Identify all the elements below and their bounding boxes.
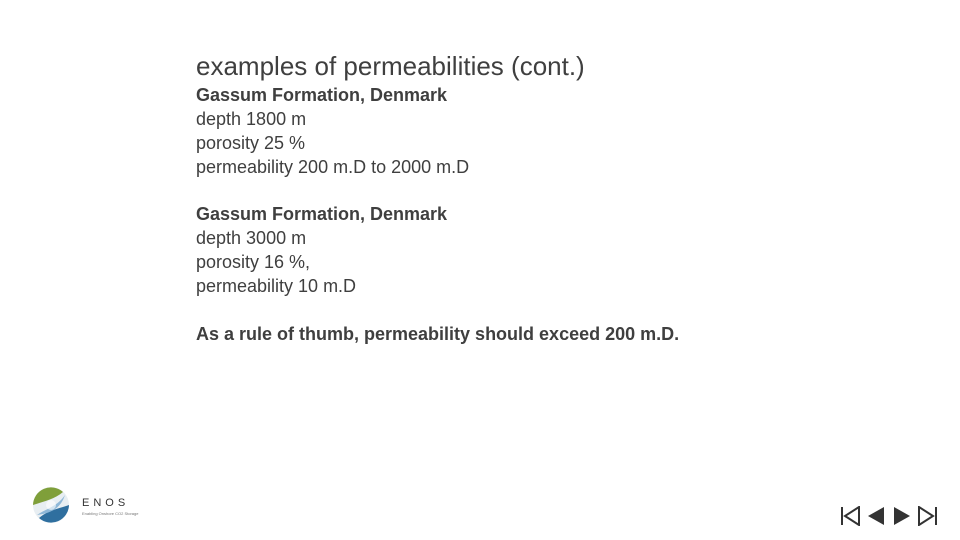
permeability-text: permeability 10 m.D <box>196 276 357 296</box>
next-slide-icon[interactable] <box>891 506 913 526</box>
slide-navigation <box>839 506 939 526</box>
first-slide-icon[interactable] <box>839 506 861 526</box>
formation-block-1 <box>196 83 469 179</box>
formation-heading: Gassum Formation, Denmark <box>196 204 448 224</box>
previous-slide-icon[interactable] <box>865 506 887 526</box>
formation-heading: Gassum Formation, Denmark <box>196 85 448 105</box>
logo-text: ENOS <box>82 497 130 509</box>
permeability-text: permeability 200 m.D to 2000 m.D <box>196 157 470 177</box>
depth-text: depth 3000 m <box>196 228 307 248</box>
last-slide-icon[interactable] <box>917 506 939 526</box>
porosity-text: porosity 25 % <box>196 133 306 153</box>
depth-text: depth 1800 m <box>196 109 307 129</box>
formation-block-2 <box>196 202 447 298</box>
rule-of-thumb-text: As a rule of thumb, permeability should exceed 200 m.D. <box>196 324 680 344</box>
logo-subtext: Enabling Onshore CO2 Storage <box>82 511 139 516</box>
porosity-text: porosity 16 %, <box>196 252 311 272</box>
slide-title: examples of permeabilities (cont.) <box>196 51 585 81</box>
